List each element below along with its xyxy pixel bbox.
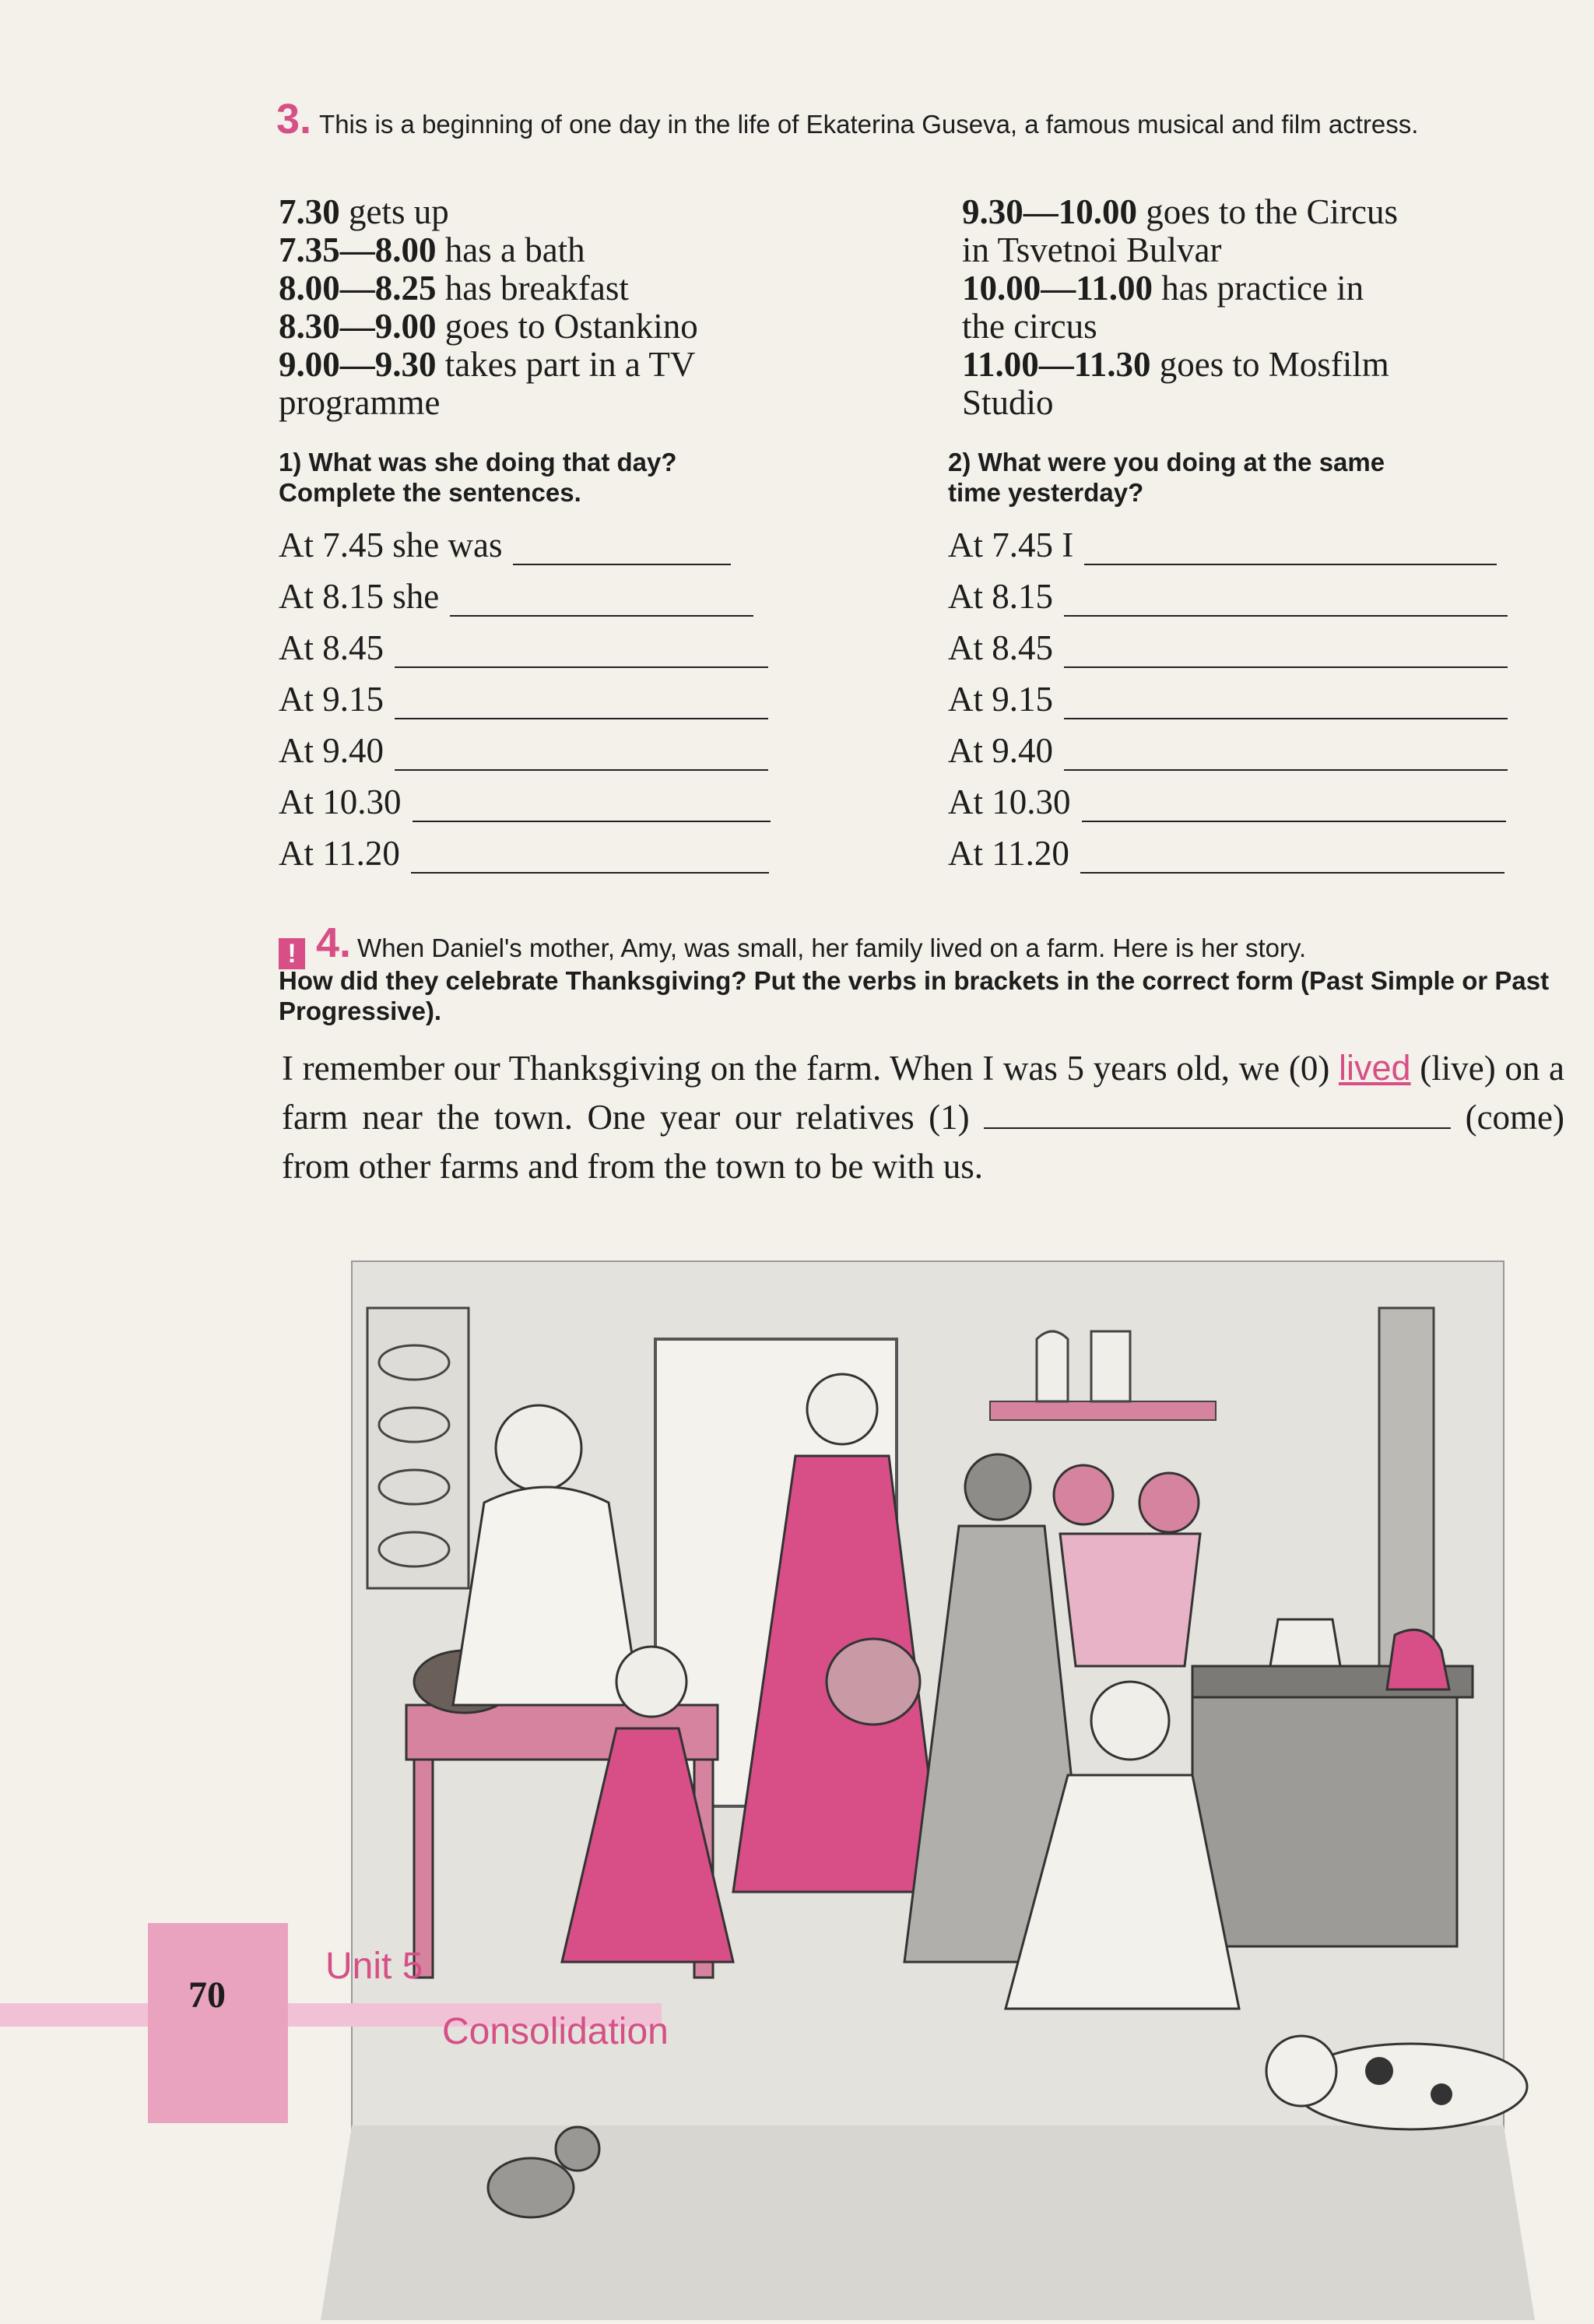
answer-line: At 10.30: [948, 771, 1563, 822]
blank-field[interactable]: [395, 735, 768, 771]
schedule-row: the circus: [962, 307, 1097, 346]
section-label: Consolidation: [442, 2011, 669, 2052]
answer-line: At 9.40: [948, 719, 1563, 771]
answer-line: At 9.40: [279, 719, 823, 771]
schedule-row: programme: [279, 383, 441, 422]
answer-line: At 8.15 she: [279, 565, 823, 617]
answer-line: At 9.15: [279, 668, 823, 719]
exercise-4-task: How did they celebrate Thanksgiving? Put the verbs in brackets in the correct form (Past Simple or Past Progressive).: [279, 966, 1550, 1025]
question-2: 2) What were you doing at the same time yesterday?: [948, 448, 1385, 507]
page-number: 70: [188, 1974, 226, 2016]
schedule-row: 9.30—10.00 goes to the Circus: [962, 192, 1398, 231]
exercise-3-header: [276, 95, 1561, 143]
blank-field[interactable]: [411, 838, 769, 874]
answer-line: At 7.45 I: [948, 514, 1563, 565]
blank-field[interactable]: [395, 684, 768, 719]
blank-field[interactable]: [1080, 838, 1504, 874]
footer-bar-left: [0, 2003, 148, 2027]
blank-field[interactable]: [1064, 581, 1508, 617]
exercise-3-number: 3.: [276, 96, 312, 142]
blank-field[interactable]: [413, 786, 771, 822]
illustration-svg: [290, 1246, 1582, 2320]
answer-line: At 11.20: [948, 822, 1563, 874]
answer-lines-left: [279, 514, 823, 874]
blank-field[interactable]: [450, 581, 753, 617]
answer-line: At 10.30: [279, 771, 823, 822]
blank-field[interactable]: [1084, 529, 1497, 565]
important-badge: !: [279, 938, 305, 969]
schedule-right: [962, 193, 1569, 422]
answer-line: At 8.45: [948, 617, 1563, 668]
answer-line: At 11.20: [279, 822, 823, 874]
kitchen-scene-illustration: [290, 1246, 1582, 2320]
blank-field[interactable]: [984, 1096, 1451, 1129]
blank-field[interactable]: [1064, 735, 1508, 771]
schedule-row: 10.00—11.00 has practice in: [962, 269, 1364, 308]
schedule-left: [279, 193, 917, 422]
answer-lines-right: [948, 514, 1563, 874]
question-1: 1) What was she doing that day? Complete the sentences.: [279, 448, 677, 507]
schedule-row: 11.00—11.30 goes to Mosfilm: [962, 345, 1389, 384]
exercise-4-number: 4.: [316, 919, 352, 966]
schedule-row: in Tsvetnoi Bulvar: [962, 230, 1222, 269]
schedule-row: Studio: [962, 383, 1054, 422]
exercise-4-header: [279, 919, 1563, 969]
blank-field[interactable]: [395, 632, 768, 668]
exercise-3-intro: This is a beginning of one day in the life of Ekaterina Guseva, a famous musical and film actress.: [319, 110, 1419, 139]
blank-field[interactable]: [1064, 684, 1508, 719]
unit-label: Unit 5: [325, 1946, 423, 1987]
story-text: I remember our Thanksgiving on the farm. When I was 5 years old, we (0) lived (live) on a farm near the town. One year our relatives (1) (come) from other farms and from the town to be with us.: [282, 1048, 1564, 1186]
blank-field[interactable]: [1082, 786, 1506, 822]
blank-field[interactable]: [1064, 632, 1508, 668]
blank-field[interactable]: [513, 529, 731, 565]
exercise-4-intro: When Daniel's mother, Amy, was small, her family lived on a farm. Here is her story.: [357, 933, 1307, 962]
schedule-row: 9.00—9.30 takes part in a TV: [279, 345, 696, 384]
filled-answer: lived: [1339, 1048, 1411, 1088]
answer-line: At 7.45 she was: [279, 514, 823, 565]
schedule-row: 8.30—9.00 goes to Ostankino: [279, 307, 698, 346]
schedule-row: 7.30 gets up: [279, 192, 449, 231]
schedule-row: 8.00—8.25 has breakfast: [279, 269, 629, 308]
answer-line: At 9.15: [948, 668, 1563, 719]
answer-line: At 8.45: [279, 617, 823, 668]
answer-line: At 8.15: [948, 565, 1563, 617]
footer-bar-block: [148, 1923, 288, 2123]
schedule-row: 7.35—8.00 has a bath: [279, 230, 585, 269]
